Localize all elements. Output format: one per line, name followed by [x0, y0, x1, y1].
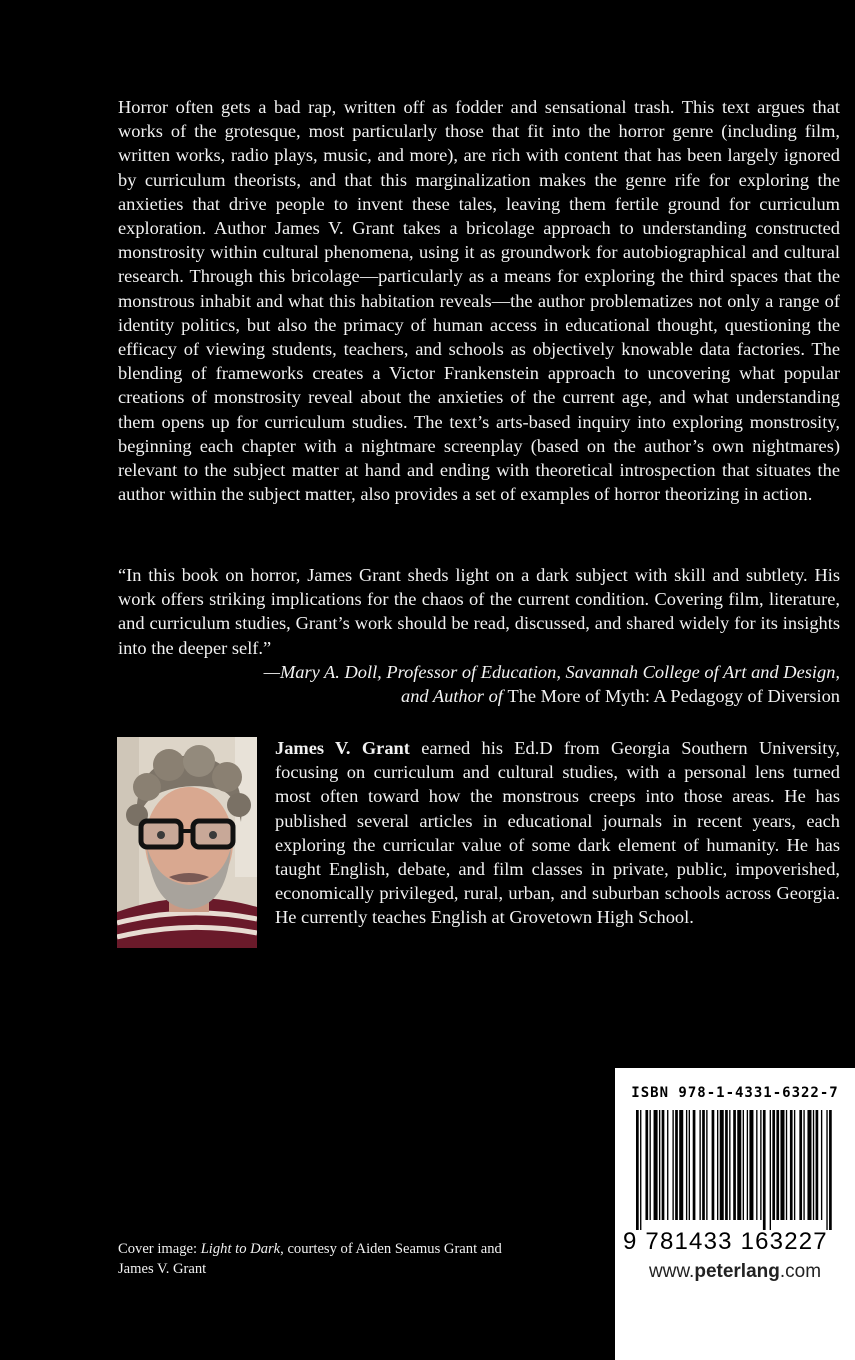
barcode-bar	[720, 1110, 724, 1220]
barcode-bar	[763, 1110, 766, 1230]
barcode-bar	[654, 1110, 658, 1220]
barcode-bar	[794, 1110, 795, 1220]
description-text: Horror often gets a bad rap, written off as fodder and sensational trash. This text argues that works of the grotesque, most particularly those that fit into the horror genre (including film, written works, radio plays, music, and more), are rich with content that has been largely ignored by curriculum theorists, and that this marginalization makes the genre rife for exploring the anxieties that drive people to invent these tales, leaving them fertile ground for curriculum exploration. Author James V. Grant takes a bricolage approach to understanding constructed monstrosity within cultural phenomena, using it as groundwork for autobiographical and cultural research. Through this bricolage—particularly as a means for exploring the third spaces that the monstrous inhabit and what this habitation reveals—the author problematizes not only a range of identity politics, but also the primacy of human access in educational thought, questioning the efficacy of viewing students, teachers, and schools as objectively knowable data factories. The blending of frameworks creates a Victor Frankenstein approach to uncovering what popular creations of monstrosity reveal about the anxieties of the current age, and what understanding them opens up for curriculum studies. The text’s arts-based inquiry into exploring monstrosity, beginning each chapter with a nightmare screenplay (based on the author’s own nightmares) relevant to the subject matter at hand and ending with theoretical introspection that situates the author within the subject matter, also provides a set of examples of horror theorizing in action.	[118, 97, 840, 505]
barcode-bar	[650, 1110, 651, 1220]
barcode-bar	[667, 1110, 668, 1220]
barcode-bar	[733, 1110, 736, 1220]
barcode-bar	[737, 1110, 741, 1220]
url-brand: peterlang	[694, 1261, 780, 1282]
barcode-bar	[776, 1110, 779, 1220]
isbn-label: ISBN 978-1-4331-6322-7	[631, 1085, 839, 1101]
attribution-book-title: The More of Myth: A Pedagogy of Diversion	[507, 686, 840, 707]
barcode-bar	[662, 1110, 665, 1220]
barcode-bar	[725, 1110, 728, 1220]
barcode-bar	[826, 1110, 827, 1230]
credit-title: Light to Dark	[200, 1241, 281, 1257]
barcode-bar	[640, 1110, 641, 1230]
author-bio	[275, 736, 840, 930]
barcode-bar	[803, 1110, 804, 1220]
url-suffix: .com	[779, 1261, 822, 1282]
barcode-bar	[672, 1110, 673, 1220]
endorsement	[118, 563, 840, 708]
barcode-bar	[813, 1110, 814, 1220]
barcode-bar	[743, 1110, 744, 1220]
credit-suffix: , courtesy of Aiden Seamus Grant and James V. Grant	[118, 1241, 502, 1277]
barcode-bar	[821, 1110, 822, 1220]
endorsement-attribution	[118, 660, 840, 708]
barcode-bar	[645, 1110, 648, 1220]
barcode-bar	[659, 1110, 660, 1220]
barcode-bar	[790, 1110, 793, 1220]
barcode-bar	[689, 1110, 690, 1220]
barcode-bar	[679, 1110, 683, 1220]
endorsement-quote: “In this book on horror, James Grant sheds light on a dark subject with skill and subtlety. His work offers striking implications for the chaos of the current condition. Covering film, literature, and curriculum studies, Grant’s work should be read, discussed, and shared widely for its insights into the deeper self.”	[118, 565, 840, 658]
credit-prefix: Cover image:	[118, 1241, 201, 1257]
barcode-bar	[747, 1110, 748, 1220]
barcode-bar	[729, 1110, 730, 1220]
isbn-digits: 9 781433 163227	[623, 1228, 828, 1255]
barcode-bar	[770, 1110, 771, 1230]
barcode-bar	[756, 1110, 757, 1220]
author-bio-text: earned his Ed.D from Georgia Southern University, focusing on curriculum and cultural studies, with a personal lens turned most often toward how the monstrous creeps into those areas. He has published several articles in educational journals in recent years, each exploring the curricular value of some dark element of humanity. He has taught English, debate, and film classes in private, public, impoverished, economically privileged, rural, urban, and suburban schools across Georgia. He currently teaches English at Grovetown High School.	[275, 738, 840, 928]
barcode-bar	[780, 1110, 784, 1220]
barcode-bar	[816, 1110, 819, 1220]
author-portrait-icon	[117, 737, 257, 948]
barcode-bar	[829, 1110, 832, 1230]
book-description	[118, 95, 840, 506]
author-name: James V. Grant	[275, 738, 410, 758]
publisher-url	[615, 1261, 855, 1283]
cover-credit	[118, 1239, 538, 1279]
barcode-panel	[615, 1068, 855, 1360]
attribution-prefix: and Author of	[401, 686, 508, 707]
barcode-bar	[702, 1110, 705, 1220]
barcode-bar	[693, 1110, 696, 1220]
barcode-bar	[749, 1110, 753, 1220]
barcode-bar	[699, 1110, 700, 1220]
barcode-bar	[772, 1110, 775, 1220]
barcode-bar	[675, 1110, 678, 1220]
barcode-bar	[717, 1110, 718, 1220]
barcode-bar	[636, 1110, 639, 1230]
barcode-bar	[686, 1110, 687, 1220]
barcode-bar	[799, 1110, 802, 1220]
barcode-bar	[786, 1110, 787, 1220]
url-prefix: www.	[648, 1261, 695, 1282]
author-photo	[117, 737, 257, 948]
barcode-bar	[760, 1110, 761, 1220]
barcode-bar	[706, 1110, 707, 1220]
barcode-icon	[636, 1110, 836, 1230]
barcode-bar	[807, 1110, 811, 1220]
barcode-bar	[712, 1110, 715, 1220]
attribution-line-1: —Mary A. Doll, Professor of Education, Savannah College of Art and Design,	[263, 661, 840, 682]
